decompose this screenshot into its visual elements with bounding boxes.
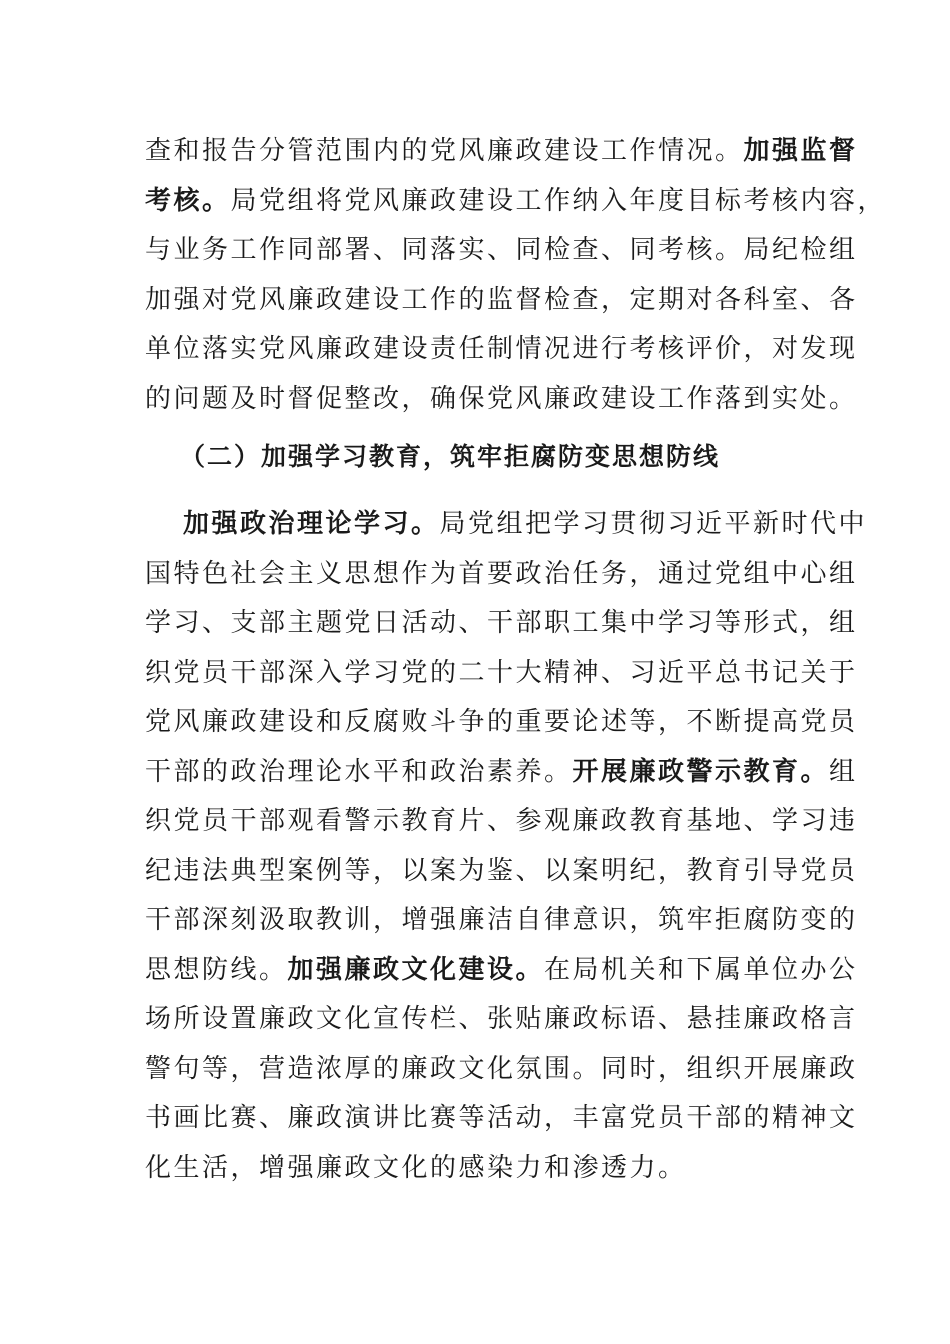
text-line [145, 995, 858, 1045]
text-run: 学习、支部主题党日活动、干部职工集中学习等形式，组 [145, 608, 858, 638]
text-run: 织党员干部观看警示教育片、参观廉政教育基地、学习违 [145, 806, 858, 836]
text-line [145, 177, 887, 227]
text-line [145, 896, 858, 946]
text-line [145, 375, 858, 425]
text-run: 与业务工作同部署、同落实、同检查、同考核。局纪检组 [145, 235, 858, 265]
text-line [145, 127, 858, 177]
bold-text-run: 考核。 [145, 185, 231, 216]
bold-text-run: 开展廉政警示教育。 [572, 756, 830, 787]
text-line [145, 797, 858, 847]
text-line [145, 599, 858, 649]
text-run: 的问题及时督促整改，确保党风廉政建设工作落到实处。 [145, 383, 858, 414]
text-run: 单位落实党风廉政建设责任制情况进行考核评价，对发现 [145, 334, 858, 364]
text-line [145, 276, 858, 326]
text-run: 国特色社会主义思想作为首要政治任务，通过党组中心组 [145, 558, 858, 589]
text-run: 局党组把学习贯彻习近平新时代中 [439, 509, 868, 539]
text-run: 化生活，增强廉政文化的感染力和渗透力。 [145, 1152, 687, 1183]
text-line [145, 1094, 858, 1144]
text-run: 思想防线。 [145, 954, 288, 985]
text-line [145, 748, 858, 798]
bold-text-run: 加强政治理论学习。 [183, 509, 440, 539]
text-line [145, 1144, 817, 1194]
section-heading: （二）加强学习教育，筑牢拒腐防变思想防线 [180, 442, 721, 471]
text-line [145, 550, 858, 600]
text-run: 场所设置廉政文化宣传栏、张贴廉政标语、悬挂廉政格言 [145, 1004, 858, 1034]
text-run: 干部深刻汲取教训，增强廉洁自律意识，筑牢拒腐防变的 [145, 905, 858, 935]
text-run: 书画比赛、廉政演讲比赛等活动，丰富党员干部的精神文 [145, 1103, 858, 1133]
text-line [145, 500, 868, 550]
text-line [145, 698, 858, 748]
text-run: 干部的政治理论水平和政治素养。 [145, 756, 573, 787]
text-run: 党风廉政建设和反腐败斗争的重要论述等，不断提高党员 [145, 707, 858, 737]
text-line [145, 325, 858, 375]
text-line [145, 1045, 858, 1095]
text-line [145, 226, 858, 276]
bold-text-run: 加强监督 [743, 136, 858, 166]
text-run: 局党组将党风廉政建设工作纳入年度目标考核内容， [230, 185, 887, 216]
text-line [145, 946, 858, 996]
text-run: 织党员干部深入学习党的二十大精神、习近平总书记关于 [145, 657, 858, 688]
text-run: 组 [829, 756, 858, 787]
text-run: 加强对党风廉政建设工作的监督检查，定期对各科室、各 [145, 284, 858, 315]
text-line [145, 847, 858, 897]
text-line [145, 649, 858, 699]
text-run: 查和报告分管范围内的党风廉政建设工作情况。 [145, 136, 744, 166]
bold-text-run: 加强廉政文化建设。 [287, 954, 545, 985]
text-run: 警句等，营造浓厚的廉政文化氛围。同时，组织开展廉政 [145, 1053, 858, 1084]
paragraph-education [145, 500, 868, 1193]
paragraph-supervision [145, 127, 887, 424]
text-run: 纪违法典型案例等，以案为鉴、以案明纪，教育引导党员 [145, 855, 858, 886]
text-run: 在局机关和下属单位办公 [544, 954, 858, 985]
